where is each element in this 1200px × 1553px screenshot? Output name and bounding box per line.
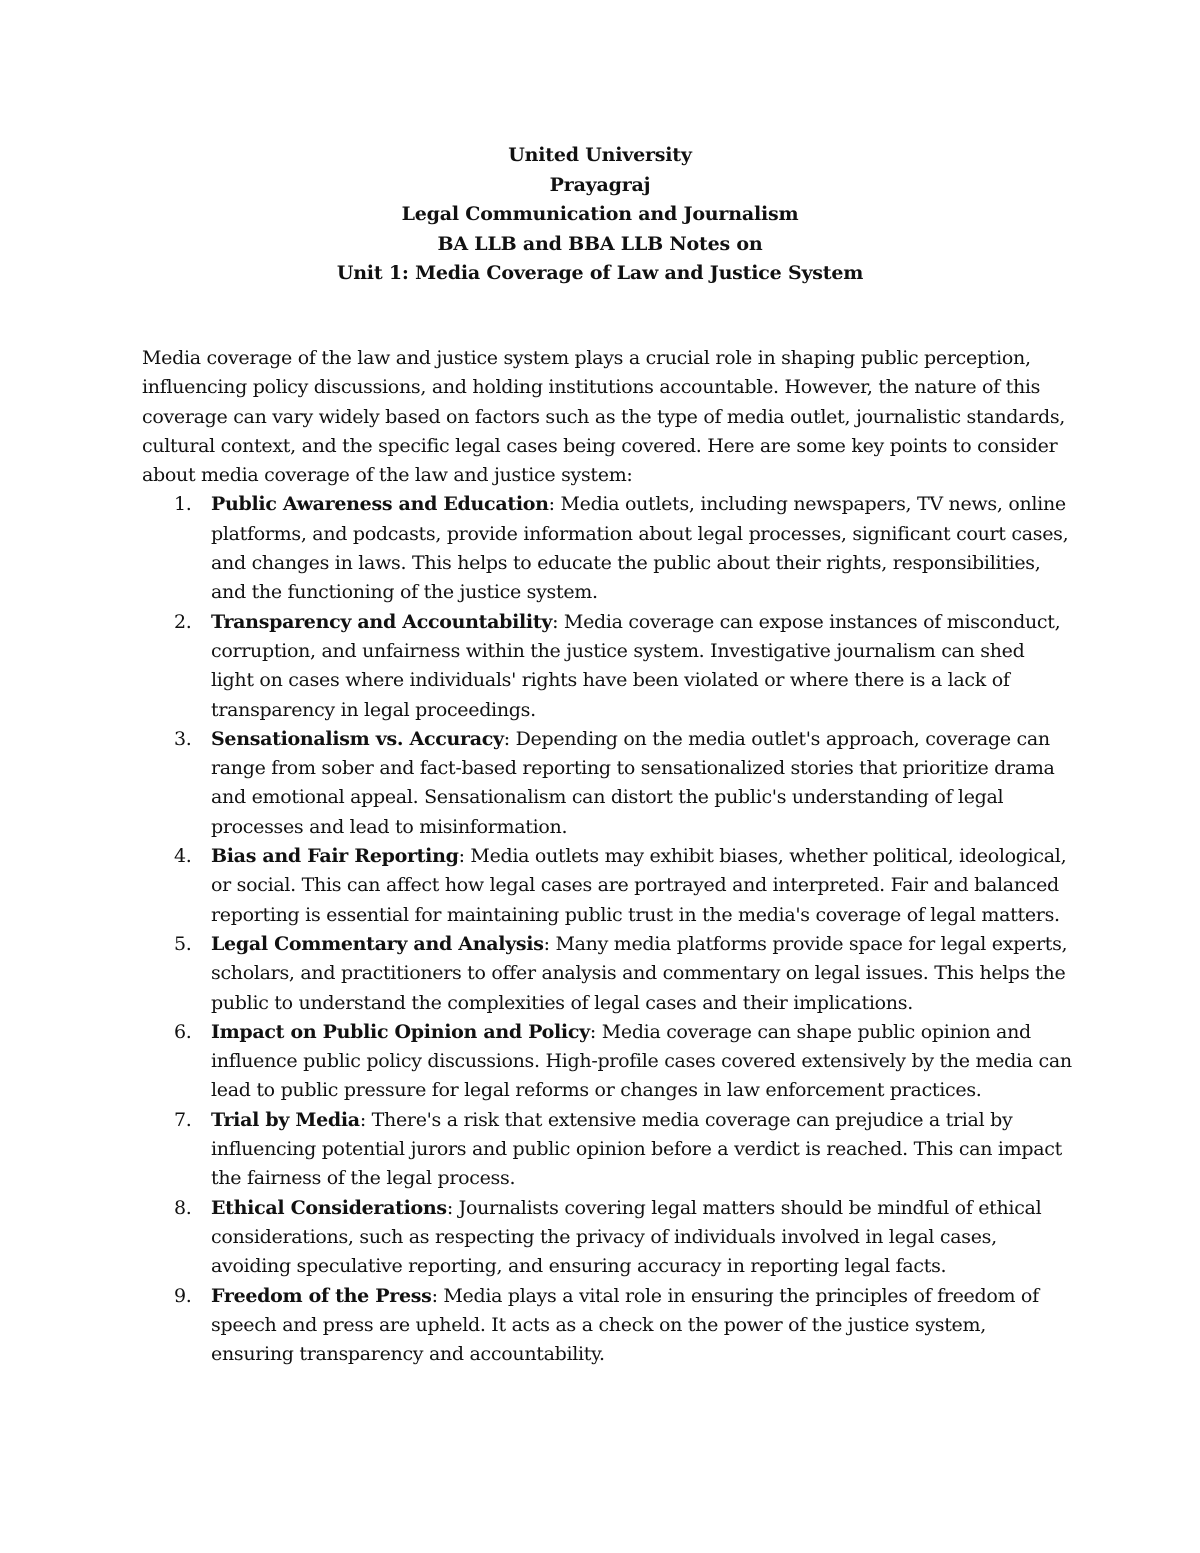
intro-paragraph: Media coverage of the law and justice system plays a crucial role in shaping public perception, influencing policy discussions, and holding institutions accountable. However, the nature of this coverage can vary widely based on factors such as the type of media outlet, journalistic standards, cultural context, and the specific legal cases being covered. Here are some key points to consider about media coverage of the law and justice system: — [142, 347, 1066, 487]
document-header — [0, 141, 1200, 289]
list-item-term: Sensationalism vs. Accuracy — [211, 727, 504, 750]
list-item-term: Trial by Media — [211, 1108, 360, 1131]
list-item-text: : Media plays a vital role in ensuring the principles of freedom of speech and press are upheld. It acts as a check on the power of the justice system, ensuring transparency and accountability. — [211, 1284, 1039, 1366]
list-item-number: 1. — [174, 493, 192, 516]
unit-title: Unit 1: Media Coverage of Law and Justice System — [336, 262, 864, 284]
list-item — [142, 490, 1072, 607]
list-item-number: 7. — [174, 1108, 192, 1131]
list-item-number: 2. — [174, 610, 192, 633]
list-item-text: : Media outlets may exhibit biases, whether political, ideological, or social. This can affect how legal cases are portrayed and interpreted. Fair and balanced reporting is essential for maintaining public trust in the media's coverage of legal matters. — [211, 845, 1067, 926]
list-item-text: : Media coverage can expose instances of misconduct, corruption, and unfairness within the justice system. Investigative journalism can shed light on cases where individuals' rights have been violated or where there is a lack of transparency in legal proceedings. — [211, 610, 1061, 721]
list-item-term: Legal Commentary and Analysis — [211, 932, 544, 955]
list-item — [142, 725, 1072, 842]
list-item-text: : Journalists covering legal matters should be mindful of ethical considerations, such as respecting the privacy of individuals involved in legal cases, avoiding speculative reporting, and ensuring accuracy in reporting legal facts. — [211, 1196, 1042, 1278]
list-item-term: Impact on Public Opinion and Policy — [211, 1020, 590, 1043]
list-item-number: 9. — [174, 1284, 192, 1307]
list-item — [142, 608, 1072, 725]
list-item-term: Bias and Fair Reporting — [211, 845, 459, 868]
list-item-text: : Depending on the media outlet's approach, coverage can range from sober and fact-based reporting to sensationalized stories that prioritize drama and emotional appeal. Sensationalism can distort the public's understanding of legal processes and lead to misinformation. — [211, 727, 1055, 838]
list-item — [142, 930, 1072, 1018]
list-item-text: : Many media platforms provide space for legal experts, scholars, and practitioners to offer analysis and commentary on legal issues. This helps the public to understand the complexities of legal cases and their implications. — [211, 932, 1068, 1014]
university-location: Prayagraj — [549, 173, 651, 196]
list-item-number: 6. — [174, 1020, 192, 1043]
list-item — [142, 1282, 1072, 1370]
list-item — [142, 1018, 1072, 1106]
list-item-number: 8. — [174, 1196, 192, 1219]
list-item-number: 4. — [174, 845, 192, 868]
list-item-term: Freedom of the Press — [211, 1284, 432, 1307]
document-body — [142, 344, 1072, 1369]
course-title: Legal Communication and Journalism — [401, 203, 799, 225]
notes-subtitle: BA LLB and BBA LLB Notes on — [437, 232, 763, 255]
list-item-text: : Media coverage can shape public opinion and influence public policy discussions. High-profile cases covered extensively by the media can lead to public pressure for legal reforms or changes in law enforcement practices. — [211, 1020, 1072, 1102]
key-points-list — [142, 490, 1072, 1369]
list-item-number: 5. — [174, 932, 192, 955]
list-item — [142, 1194, 1072, 1282]
list-item — [142, 1106, 1072, 1194]
list-item-term: Public Awareness and Education — [211, 493, 549, 516]
list-item-text: : There's a risk that extensive media coverage can prejudice a trial by influencing potential jurors and public opinion before a verdict is reached. This can impact the fairness of the legal process. — [211, 1108, 1062, 1190]
list-item-number: 3. — [174, 727, 192, 750]
list-item — [142, 842, 1072, 930]
university-name: United University — [508, 144, 692, 166]
list-item-text: : Media outlets, including newspapers, TV news, online platforms, and podcasts, provide information about legal processes, significant court cases, and changes in laws. This helps to educate the public about their rights, responsibilities, and the functioning of the justice system. — [211, 493, 1069, 604]
list-item-term: Ethical Considerations — [211, 1196, 447, 1219]
list-item-term: Transparency and Accountability — [211, 610, 553, 633]
